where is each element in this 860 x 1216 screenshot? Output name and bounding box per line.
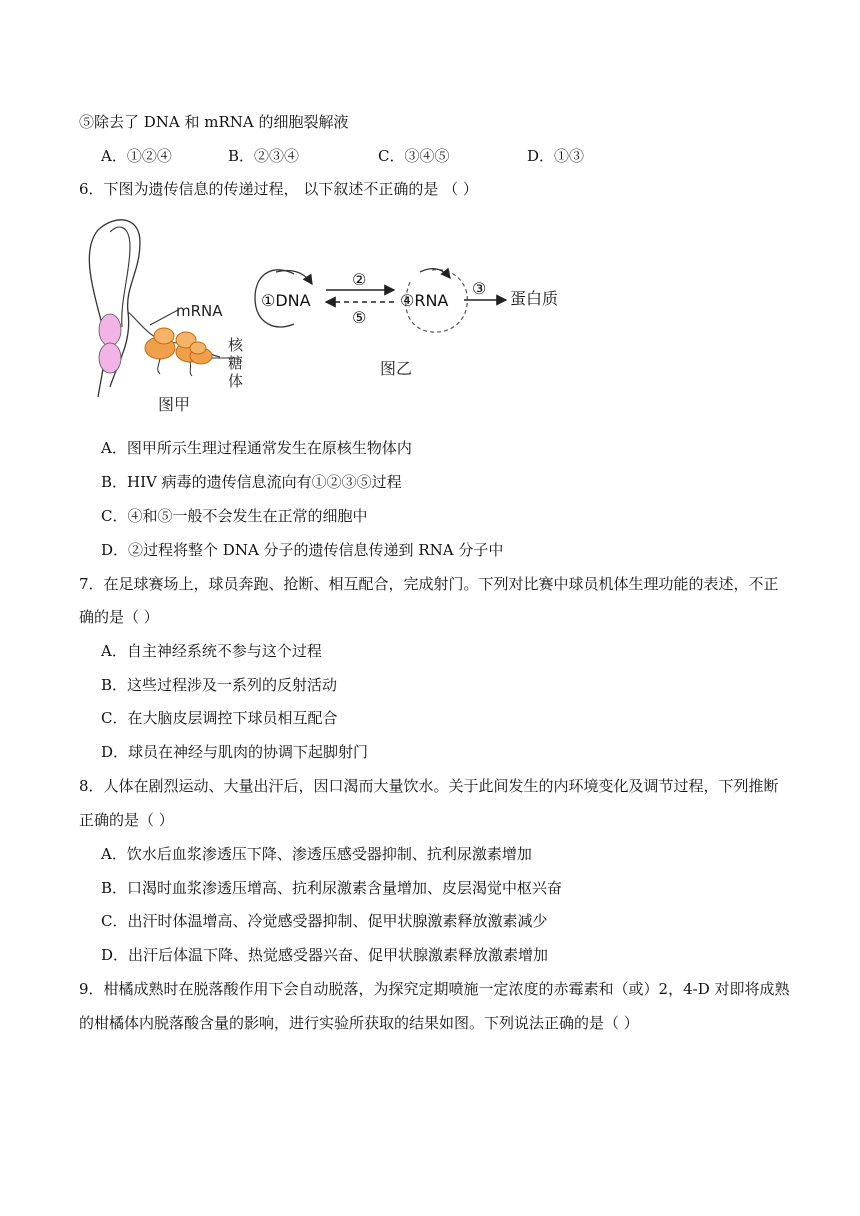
q7-stem-line2: 确的是（ ） xyxy=(79,608,159,626)
dna-node: ①DNA xyxy=(261,291,311,310)
q5-option-b: B．②③④ xyxy=(228,147,300,165)
q7-option-c: C．在大脑皮层调控下球员相互配合 xyxy=(101,709,338,727)
q5-options xyxy=(101,145,701,165)
ribosome-1-small xyxy=(154,328,174,344)
ribosome-3-small xyxy=(190,342,206,354)
q6-option-b: B．HIV 病毒的遗传信息流向有①②③⑤过程 xyxy=(101,473,402,491)
q5-item5: ⑤除去了 DNA 和 mRNA 的细胞裂解液 xyxy=(79,113,349,131)
q9-stem-line2: 的柑橘体内脱落酸含量的影响，进行实验所获取的结果如图。下列说法正确的是（ ） xyxy=(79,1014,639,1032)
q7-option-b: B．这些过程涉及一系列的反射活动 xyxy=(101,676,338,694)
q7-option-a: A．自主神经系统不参与这个过程 xyxy=(101,642,322,660)
q6-stem: 6．下图为遗传信息的传递过程， 以下叙述不正确的是 （ ） xyxy=(79,180,478,198)
rna-node: ④RNA xyxy=(400,291,449,310)
q8-stem-line2: 正确的是（ ） xyxy=(79,811,174,829)
arrow-5-label: ⑤ xyxy=(352,308,367,327)
q8-option-d: D．出汗后体温下降、热觉感受器兴奋、促甲状腺激素释放激素增加 xyxy=(101,946,549,964)
q7-option-d: D．球员在神经与肌肉的协调下起脚射门 xyxy=(101,743,369,761)
q6-option-c: C．④和⑤一般不会发生在正常的细胞中 xyxy=(101,507,368,525)
fig-a-diagram xyxy=(89,220,244,414)
mrna-pointer xyxy=(150,310,178,325)
polypeptide-2 xyxy=(190,362,192,376)
ribosome-label-3: 体 xyxy=(228,372,244,390)
q5-option-a: A．①②④ xyxy=(101,147,172,165)
dna-loop-inner xyxy=(110,227,130,327)
ribosome-label-1: 核 xyxy=(228,336,244,354)
gene-expression-figure xyxy=(80,212,580,422)
fig-b-caption: 图乙 xyxy=(380,359,413,378)
q8-option-b: B．口渴时血浆渗透压增高、抗利尿激素含量增加、皮层渴觉中枢兴奋 xyxy=(101,879,563,897)
q8-stem-line1: 8．人体在剧烈运动、大量出汗后，因口渴而大量饮水。关于此间发生的内环境变化及调节过程，下列推断 xyxy=(79,777,779,795)
dna-helix-segment-1 xyxy=(99,314,121,346)
mrna-label: mRNA xyxy=(176,302,223,320)
ribosome-label-2: 糖 xyxy=(228,354,244,372)
q9-stem-line1: 9．柑橘成熟时在脱落酸作用下会自动脱落，为探究定期喷施一定浓度的赤霉素和（或）2，4-D 对即将成熟 xyxy=(79,980,790,998)
q5-option-c: C．③④⑤ xyxy=(378,147,450,165)
fig-b-diagram xyxy=(255,269,558,378)
q8-option-a: A．饮水后血浆渗透压下降、渗透压感受器抑制、抗利尿激素增加 xyxy=(101,845,532,863)
arrow-3-label: ③ xyxy=(472,279,487,298)
dna-replication-arrow xyxy=(276,271,312,285)
q8-option-c: C．出汗时体温增高、冷觉感受器抑制、促甲状腺激素释放激素减少 xyxy=(101,912,548,930)
q5-option-d: D．①③ xyxy=(527,147,585,165)
q6-option-d: D．②过程将整个 DNA 分子的遗传信息传递到 RNA 分子中 xyxy=(101,541,504,559)
protein-node: 蛋白质 xyxy=(510,289,559,308)
fig-a-caption: 图甲 xyxy=(158,395,191,414)
arrow-2-label: ② xyxy=(352,270,367,289)
polypeptide-1 xyxy=(158,359,160,374)
q7-stem-line1: 7．在足球赛场上，球员奔跑、抢断、相互配合，完成射门。下列对比赛中球员机体生理功能的表述，不正 xyxy=(79,575,779,593)
dna-helix-segment-2 xyxy=(99,343,121,373)
q6-option-a: A．图甲所示生理过程通常发生在原核生物体内 xyxy=(101,439,412,457)
